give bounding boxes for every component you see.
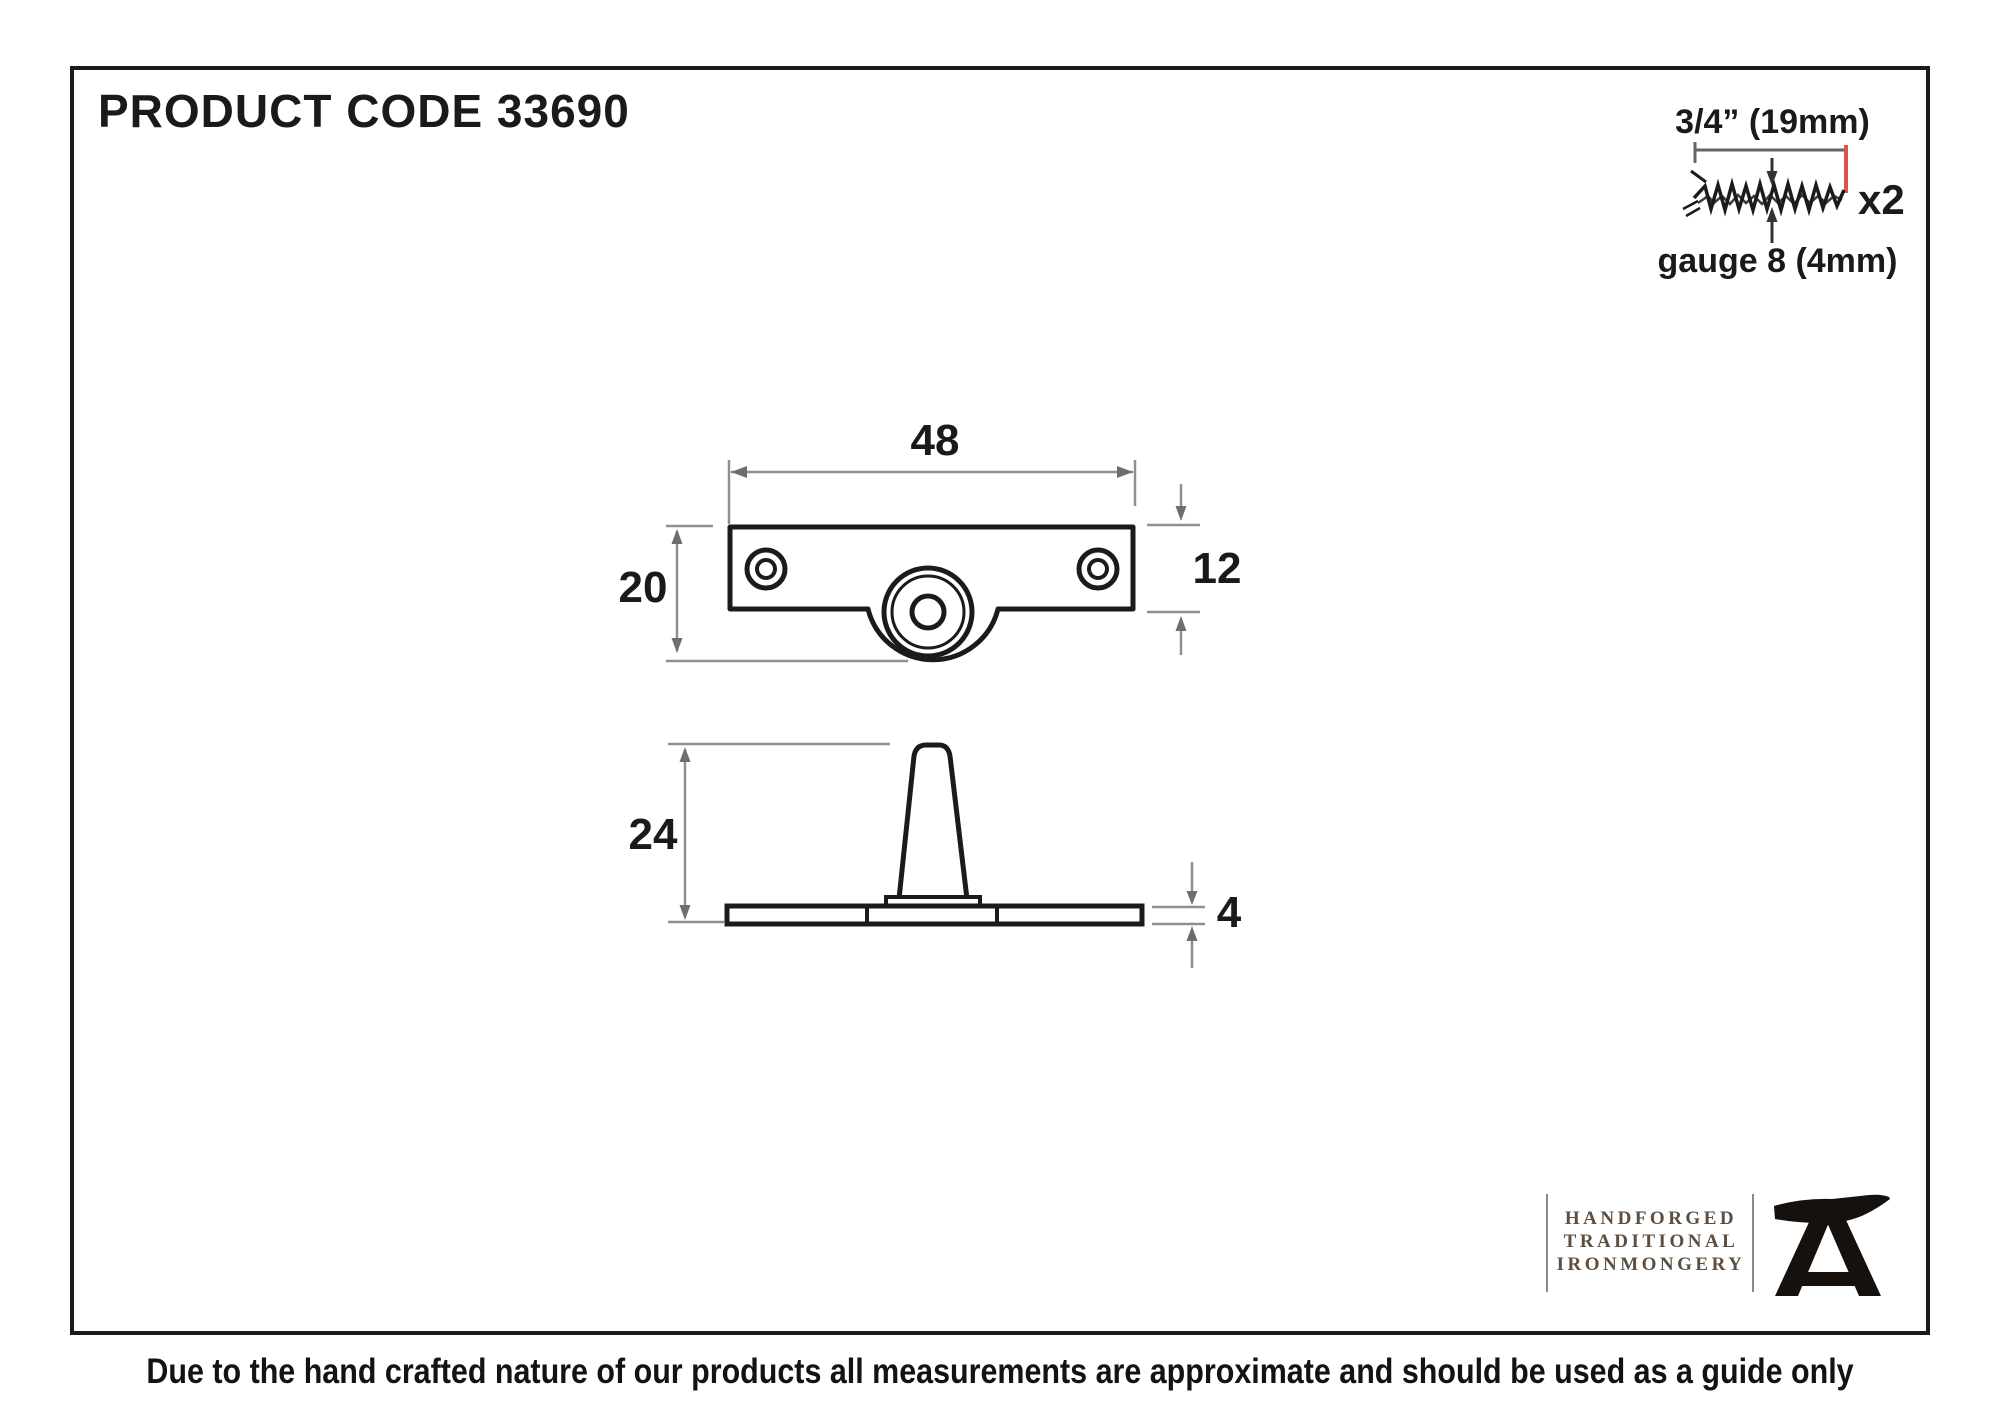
dim-20-arrow-up xyxy=(672,529,683,544)
pin-cone-side-view xyxy=(899,745,967,899)
screw-tip-stroke-2 xyxy=(1683,201,1698,209)
dim-12-arrow-down xyxy=(1176,506,1187,521)
screw-tip-stroke-3 xyxy=(1686,208,1700,216)
dim-label-pin-height: 24 xyxy=(628,810,678,859)
dim-label-plate-width: 48 xyxy=(910,416,960,465)
screw-hole-left-inner xyxy=(757,560,775,578)
gauge-arrow-down-head xyxy=(1767,171,1778,186)
plate-outline-side-view xyxy=(727,906,1142,924)
logo-divider-left xyxy=(1546,1194,1548,1292)
anvil-top xyxy=(1774,1195,1890,1223)
dim-24-arrow-down xyxy=(680,905,691,920)
logo-divider-right xyxy=(1752,1194,1754,1292)
disclaimer-text: Due to the hand crafted nature of our products all measurements are approximate and should be used as a guide only xyxy=(146,1352,1854,1391)
dim-label-plate-height: 12 xyxy=(1192,544,1242,593)
dim-label-overall-height: 20 xyxy=(618,563,668,612)
product-code-label: PRODUCT CODE 33690 xyxy=(98,85,630,137)
logo-line-1: HANDFORGED xyxy=(1564,1208,1738,1229)
screw-length-label: 3/4” (19mm) xyxy=(1675,103,1870,141)
screw-diagram xyxy=(1683,142,1847,243)
screw-gauge-label: gauge 8 (4mm) xyxy=(1657,242,1898,280)
side-view-drawing xyxy=(668,744,1205,968)
logo-wordmark xyxy=(1556,1207,1746,1276)
pin-boss-inner-circle xyxy=(912,596,944,628)
dim-12-arrow-up xyxy=(1176,616,1187,631)
anvil-logo-icon xyxy=(1762,1192,1894,1298)
dim-20-arrow-down xyxy=(672,638,683,653)
screw-tip-stroke-1 xyxy=(1691,171,1706,182)
anvil-crossbar xyxy=(1791,1272,1869,1286)
screw-quantity-label: x2 xyxy=(1858,176,1905,223)
dim-48-arrow-left xyxy=(731,466,747,478)
screw-hole-right-inner xyxy=(1089,560,1107,578)
dim-label-plate-thickness: 4 xyxy=(1216,888,1242,937)
dim-24-arrow-up xyxy=(680,747,691,762)
logo-line-2: TRADITIONAL xyxy=(1563,1231,1739,1252)
dim-48-arrow-right xyxy=(1117,466,1133,478)
top-view-drawing xyxy=(666,460,1200,661)
logo-line-3: IRONMONGERY xyxy=(1556,1254,1746,1275)
